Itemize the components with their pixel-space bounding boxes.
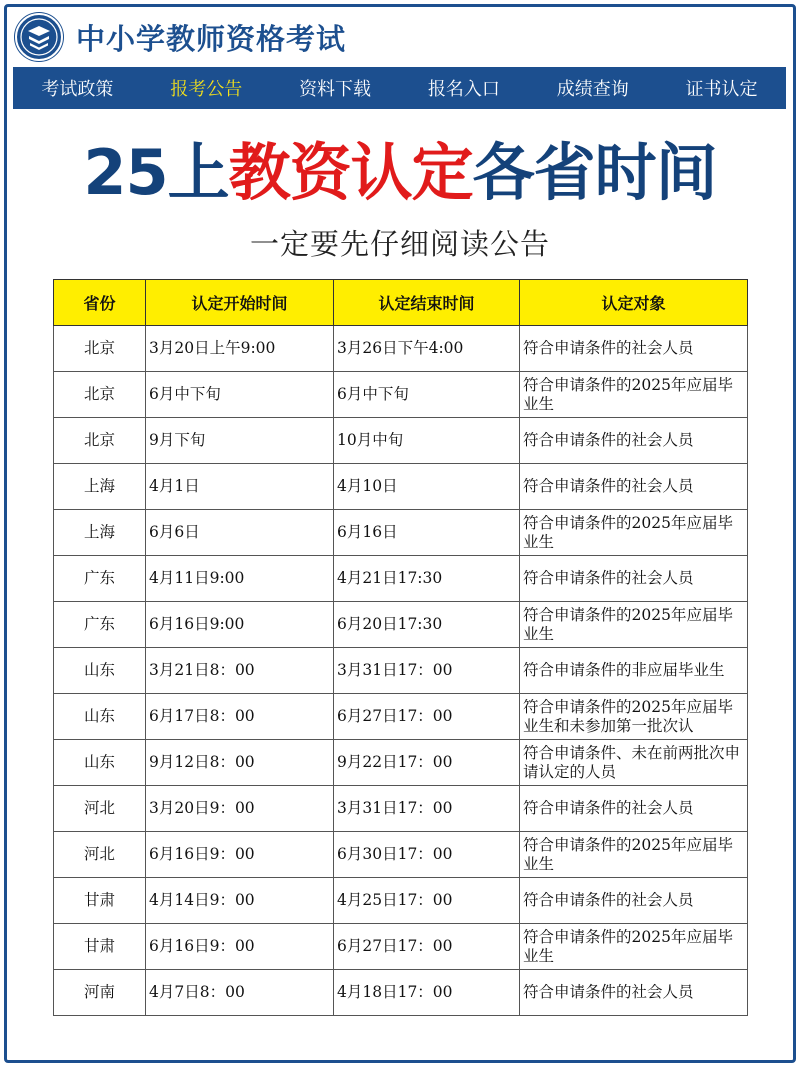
end-time-cell: 4月25日17：00 xyxy=(334,878,520,924)
province-cell: 甘肃 xyxy=(54,878,146,924)
target-group-cell: 符合申请条件的2025年应届毕业生和未参加第一批次认 xyxy=(520,694,748,740)
target-group-cell: 符合申请条件的2025年应届毕业生 xyxy=(520,602,748,648)
header-start-time: 认定开始时间 xyxy=(146,280,334,326)
target-group-cell: 符合申请条件、未在前两批次申请认定的人员 xyxy=(520,740,748,786)
start-time-cell: 6月16日9：00 xyxy=(146,832,334,878)
end-time-cell: 4月21日17:30 xyxy=(334,556,520,602)
target-group-cell: 符合申请条件的社会人员 xyxy=(520,970,748,1016)
nav-item[interactable]: 证书认定 xyxy=(685,79,758,100)
start-time-cell: 6月中下旬 xyxy=(146,372,334,418)
page-title-highlight: 教资认定 xyxy=(228,136,473,209)
province-cell: 河南 xyxy=(54,970,146,1016)
province-cell: 广东 xyxy=(54,556,146,602)
province-cell: 河北 xyxy=(54,832,146,878)
header-target-group: 认定对象 xyxy=(520,280,748,326)
page-title-part3: 各省时间 xyxy=(472,136,717,209)
nav-item[interactable]: 报名入口 xyxy=(427,79,500,100)
province-cell: 上海 xyxy=(54,510,146,556)
end-time-cell: 10月中旬 xyxy=(334,418,520,464)
target-group-cell: 符合申请条件的2025年应届毕业生 xyxy=(520,510,748,556)
start-time-cell: 4月7日8：00 xyxy=(146,970,334,1016)
start-time-cell: 9月下旬 xyxy=(146,418,334,464)
page-subtitle: 一定要先仔细阅读公告 xyxy=(249,227,550,261)
target-group-cell: 符合申请条件的2025年应届毕业生 xyxy=(520,924,748,970)
page-title-part1: 25上 xyxy=(83,136,229,209)
end-time-cell: 6月27日17：00 xyxy=(334,694,520,740)
end-time-cell: 4月10日 xyxy=(334,464,520,510)
table-row xyxy=(54,740,748,786)
target-group-cell: 符合申请条件的社会人员 xyxy=(520,878,748,924)
table-row xyxy=(54,924,748,970)
province-cell: 甘肃 xyxy=(54,924,146,970)
province-cell: 上海 xyxy=(54,464,146,510)
table-row xyxy=(54,970,748,1016)
table-row xyxy=(54,372,748,418)
book-shield-logo-icon[interactable] xyxy=(14,12,64,62)
province-cell: 山东 xyxy=(54,694,146,740)
end-time-cell: 4月18日17：00 xyxy=(334,970,520,1016)
start-time-cell: 6月16日9：00 xyxy=(146,924,334,970)
main-nav xyxy=(13,67,786,109)
end-time-cell: 6月20日17:30 xyxy=(334,602,520,648)
start-time-cell: 4月14日9：00 xyxy=(146,878,334,924)
header-end-time: 认定结束时间 xyxy=(334,280,520,326)
nav-item[interactable]: 考试政策 xyxy=(41,79,114,100)
table-row xyxy=(54,694,748,740)
end-time-cell: 3月26日下午4:00 xyxy=(334,326,520,372)
target-group-cell: 符合申请条件的2025年应届毕业生 xyxy=(520,832,748,878)
target-group-cell: 符合申请条件的社会人员 xyxy=(520,418,748,464)
province-cell: 山东 xyxy=(54,648,146,694)
end-time-cell: 3月31日17：00 xyxy=(334,648,520,694)
table-header-row xyxy=(54,280,748,326)
certification-schedule-table xyxy=(53,279,748,1016)
table-row xyxy=(54,464,748,510)
start-time-cell: 3月21日8：00 xyxy=(146,648,334,694)
province-cell: 北京 xyxy=(54,326,146,372)
nav-item[interactable]: 报考公告 xyxy=(170,79,243,100)
end-time-cell: 6月中下旬 xyxy=(334,372,520,418)
table-row xyxy=(54,510,748,556)
site-header xyxy=(14,8,346,66)
page-title xyxy=(0,128,800,218)
end-time-cell: 6月30日17：00 xyxy=(334,832,520,878)
target-group-cell: 符合申请条件的2025年应届毕业生 xyxy=(520,372,748,418)
province-cell: 北京 xyxy=(54,372,146,418)
end-time-cell: 9月22日17：00 xyxy=(334,740,520,786)
province-cell: 北京 xyxy=(54,418,146,464)
target-group-cell: 符合申请条件的社会人员 xyxy=(520,464,748,510)
table-row xyxy=(54,326,748,372)
province-cell: 山东 xyxy=(54,740,146,786)
start-time-cell: 3月20日上午9:00 xyxy=(146,326,334,372)
target-group-cell: 符合申请条件的社会人员 xyxy=(520,556,748,602)
province-cell: 广东 xyxy=(54,602,146,648)
end-time-cell: 6月27日17：00 xyxy=(334,924,520,970)
target-group-cell: 符合申请条件的非应届毕业生 xyxy=(520,648,748,694)
header-province: 省份 xyxy=(54,280,146,326)
end-time-cell: 3月31日17：00 xyxy=(334,786,520,832)
start-time-cell: 6月6日 xyxy=(146,510,334,556)
table-row xyxy=(54,556,748,602)
start-time-cell: 6月16日9:00 xyxy=(146,602,334,648)
table-row xyxy=(54,878,748,924)
table-row xyxy=(54,648,748,694)
start-time-cell: 4月11日9:00 xyxy=(146,556,334,602)
target-group-cell: 符合申请条件的社会人员 xyxy=(520,326,748,372)
start-time-cell: 9月12日8：00 xyxy=(146,740,334,786)
target-group-cell: 符合申请条件的社会人员 xyxy=(520,786,748,832)
start-time-cell: 4月1日 xyxy=(146,464,334,510)
table-row xyxy=(54,602,748,648)
nav-item[interactable]: 资料下载 xyxy=(299,79,372,100)
end-time-cell: 6月16日 xyxy=(334,510,520,556)
table-row xyxy=(54,786,748,832)
nav-item[interactable]: 成绩查询 xyxy=(556,79,629,100)
table-row xyxy=(54,832,748,878)
table-row xyxy=(54,418,748,464)
site-title[interactable]: 中小学教师资格考试 xyxy=(76,21,347,56)
start-time-cell: 6月17日8：00 xyxy=(146,694,334,740)
start-time-cell: 3月20日9：00 xyxy=(146,786,334,832)
province-cell: 河北 xyxy=(54,786,146,832)
